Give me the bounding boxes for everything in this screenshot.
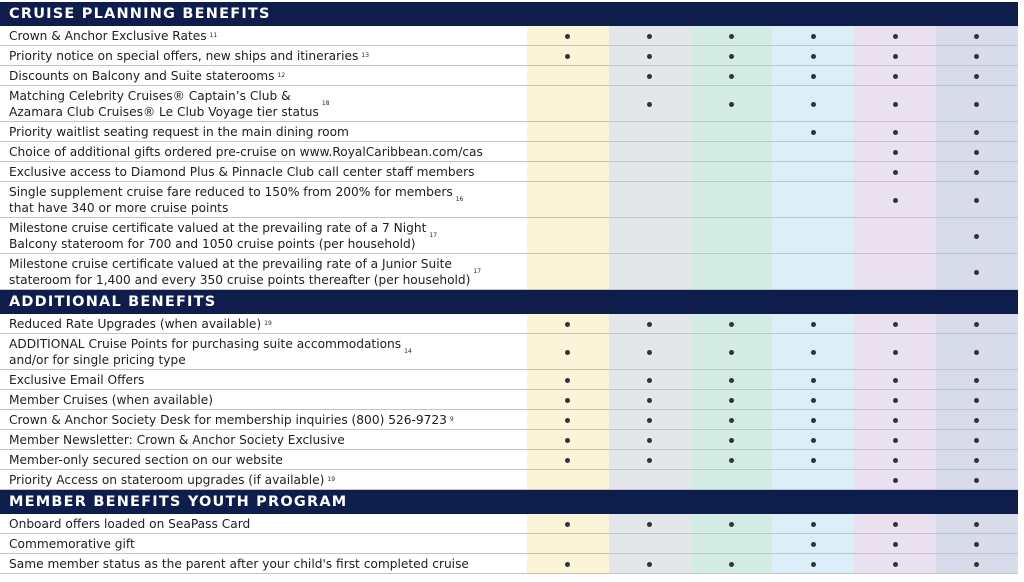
tier-cell [854,122,936,142]
tier-cell [936,182,1018,218]
check-dot-icon [974,150,979,155]
tier-cell [772,254,854,290]
tier-cell [691,554,773,574]
tier-cell [854,86,936,122]
table-row [0,534,1018,554]
benefit-label [0,26,527,46]
check-dot-icon [893,542,898,547]
footnote-ref: 19 [264,320,272,327]
tier-cell [527,554,609,574]
tier-cell [527,514,609,534]
tier-cell [609,450,691,470]
tier-cell [854,182,936,218]
check-dot-icon [647,34,652,39]
benefit-label [0,470,527,490]
tier-cell [691,122,773,142]
tier-cell [772,410,854,430]
check-dot-icon [974,198,979,203]
tier-cell [772,182,854,218]
check-dot-icon [729,418,734,423]
tier-cell [609,182,691,218]
check-dot-icon [811,398,816,403]
footnote-ref: 16 [455,196,464,203]
tier-cell [609,334,691,370]
table-row [0,410,1018,430]
check-dot-icon [729,438,734,443]
check-dot-icon [974,350,979,355]
tier-cell [854,534,936,554]
check-dot-icon [729,562,734,567]
tier-cell [936,410,1018,430]
check-dot-icon [565,378,570,383]
tier-cell [854,430,936,450]
tier-cell [936,142,1018,162]
footnote-ref: 19 [327,476,336,483]
tier-cell [609,430,691,450]
benefit-label [0,534,527,554]
tier-cell [527,334,609,370]
tier-cell [854,314,936,334]
tier-cell [609,26,691,46]
check-dot-icon [974,418,979,423]
check-dot-icon [893,54,898,59]
benefit-label [0,390,527,410]
tier-cell [609,86,691,122]
benefit-label [0,182,527,218]
check-dot-icon [811,74,816,79]
tier-cell [691,514,773,534]
benefit-label [0,66,527,86]
tier-cell [936,314,1018,334]
tier-cell [854,26,936,46]
table-row [0,66,1018,86]
benefit-label [0,430,527,450]
benefit-label [0,334,527,370]
benefit-text: Same member status as the parent after your child's first completed cruise [9,557,469,571]
table-row [0,122,1018,142]
benefit-text: Member-only secured section on our website [9,453,283,467]
benefit-label [0,410,527,430]
check-dot-icon [811,522,816,527]
tier-cell [936,534,1018,554]
check-dot-icon [974,542,979,547]
check-dot-icon [647,562,652,567]
table-row [0,26,1018,46]
tier-cell [527,46,609,66]
tier-cell [936,218,1018,254]
tier-cell [772,86,854,122]
tier-cell [609,514,691,534]
row-divider [0,573,1018,574]
check-dot-icon [811,542,816,547]
tier-cell [854,162,936,182]
check-dot-icon [893,458,898,463]
check-dot-icon [893,418,898,423]
check-dot-icon [893,74,898,79]
tier-cell [609,66,691,86]
tier-cell [609,554,691,574]
check-dot-icon [729,74,734,79]
benefit-text: ADDITIONAL Cruise Points for purchasing suite accommodations and/or for single pricing type [9,337,402,367]
benefit-label [0,162,527,182]
section-header: CRUISE PLANNING BENEFITS [0,2,1018,26]
check-dot-icon [647,418,652,423]
tier-cell [527,470,609,490]
check-dot-icon [893,398,898,403]
table-row [0,470,1018,490]
tier-cell [527,218,609,254]
check-dot-icon [811,458,816,463]
check-dot-icon [565,562,570,567]
check-dot-icon [565,34,570,39]
benefit-label [0,46,527,66]
check-dot-icon [893,322,898,327]
benefit-text: Single supplement cruise fare reduced to 150% from 200% for members that have 340 or more cruise points [9,185,453,215]
tier-cell [772,430,854,450]
tier-cell [854,514,936,534]
tier-cell [527,142,609,162]
tier-cell [609,410,691,430]
table-row [0,46,1018,66]
table-row [0,86,1018,122]
check-dot-icon [647,522,652,527]
benefit-label [0,450,527,470]
tier-cell [936,86,1018,122]
check-dot-icon [729,322,734,327]
check-dot-icon [974,102,979,107]
tier-cell [854,470,936,490]
tier-cell [609,162,691,182]
tier-cell [527,450,609,470]
tier-cell [936,430,1018,450]
tier-cell [691,66,773,86]
check-dot-icon [974,478,979,483]
tier-cell [527,26,609,46]
check-dot-icon [974,270,979,275]
tier-cell [936,470,1018,490]
check-dot-icon [729,398,734,403]
tier-cell [609,470,691,490]
tier-cell [691,410,773,430]
tier-cell [691,26,773,46]
check-dot-icon [647,322,652,327]
benefit-text: Member Cruises (when available) [9,393,214,407]
tier-cell [772,370,854,390]
tier-cell [772,534,854,554]
tier-cell [936,334,1018,370]
check-dot-icon [811,562,816,567]
footnote-ref: 18 [321,100,330,107]
benefit-text: Discounts on Balcony and Suite staterooms [9,69,275,83]
table-row [0,314,1018,334]
benefit-text: Onboard offers loaded on SeaPass Card [9,517,251,531]
benefit-text: Crown & Anchor Society Desk for membership inquiries (800) 526-9723 [9,413,447,427]
tier-cell [609,254,691,290]
tier-cell [609,314,691,334]
tier-cell [527,410,609,430]
check-dot-icon [974,170,979,175]
footnote-ref: 11 [209,32,218,39]
tier-cell [772,334,854,370]
benefit-label [0,514,527,534]
check-dot-icon [811,102,816,107]
footnote-ref: 17 [429,232,438,239]
tier-cell [936,514,1018,534]
check-dot-icon [974,34,979,39]
check-dot-icon [565,458,570,463]
tier-cell [772,162,854,182]
tier-cell [527,182,609,218]
tier-cell [936,46,1018,66]
tier-cell [527,430,609,450]
tier-cell [854,334,936,370]
check-dot-icon [729,54,734,59]
table-row [0,554,1018,574]
tier-cell [527,370,609,390]
check-dot-icon [893,438,898,443]
tier-cell [854,450,936,470]
check-dot-icon [729,378,734,383]
check-dot-icon [974,378,979,383]
check-dot-icon [729,350,734,355]
tier-cell [854,254,936,290]
benefit-text: Commemorative gift [9,537,135,551]
table-row [0,390,1018,410]
tier-cell [772,554,854,574]
tier-cell [936,450,1018,470]
tier-cell [772,142,854,162]
tier-cell [936,66,1018,86]
benefit-text: Member Newsletter: Crown & Anchor Society Exclusive [9,433,345,447]
tier-cell [936,370,1018,390]
check-dot-icon [893,562,898,567]
check-dot-icon [647,54,652,59]
check-dot-icon [647,350,652,355]
check-dot-icon [974,438,979,443]
benefit-text: Matching Celebrity Cruises® Captain’s Club & Azamara Club Cruises® Le Club Voyage tier status [9,89,319,119]
check-dot-icon [729,34,734,39]
tier-cell [527,66,609,86]
check-dot-icon [811,378,816,383]
benefit-label [0,218,527,254]
check-dot-icon [893,130,898,135]
check-dot-icon [974,234,979,239]
tier-cell [609,534,691,554]
tier-cell [936,254,1018,290]
check-dot-icon [647,398,652,403]
check-dot-icon [974,562,979,567]
benefit-text: Milestone cruise certificate valued at the prevailing rate of a Junior Suite stateroom for 1,400 and every 350 cruise points thereafter (per household) [9,257,471,287]
tier-cell [527,122,609,142]
table-row [0,430,1018,450]
tier-cell [854,554,936,574]
benefit-text: Priority waitlist seating request in the main dining room [9,125,349,139]
check-dot-icon [565,438,570,443]
table-row [0,370,1018,390]
tier-cell [527,534,609,554]
tier-cell [691,218,773,254]
check-dot-icon [893,102,898,107]
tier-cell [936,390,1018,410]
tier-cell [609,46,691,66]
benefit-text: Exclusive Email Offers [9,373,145,387]
check-dot-icon [647,74,652,79]
table-row [0,162,1018,182]
check-dot-icon [893,522,898,527]
check-dot-icon [811,54,816,59]
table-row [0,218,1018,254]
tier-cell [609,390,691,410]
check-dot-icon [811,418,816,423]
tier-cell [609,142,691,162]
footnote-ref: 17 [473,268,482,275]
footnote-ref: 12 [277,72,286,79]
check-dot-icon [893,170,898,175]
check-dot-icon [565,522,570,527]
check-dot-icon [974,322,979,327]
check-dot-icon [647,458,652,463]
check-dot-icon [811,350,816,355]
check-dot-icon [729,458,734,463]
tier-cell [772,46,854,66]
footnote-ref: 9 [449,416,454,423]
tier-cell [609,122,691,142]
tier-cell [772,218,854,254]
tier-cell [609,218,691,254]
benefit-text: Choice of additional gifts ordered pre-cruise on www.RoyalCaribbean.com/cas [9,145,483,159]
check-dot-icon [893,198,898,203]
benefit-text: Priority Access on stateroom upgrades (if available) [9,473,325,487]
benefit-label [0,254,527,290]
tier-cell [691,470,773,490]
tier-cell [527,86,609,122]
tier-cell [772,390,854,410]
tier-cell [772,66,854,86]
check-dot-icon [974,522,979,527]
tier-cell [691,430,773,450]
benefit-label [0,314,527,334]
tier-cell [527,162,609,182]
check-dot-icon [647,378,652,383]
tier-cell [854,410,936,430]
tier-cell [527,254,609,290]
tier-cell [691,254,773,290]
tier-cell [936,554,1018,574]
tier-cell [854,390,936,410]
check-dot-icon [647,102,652,107]
check-dot-icon [729,522,734,527]
tier-cell [691,162,773,182]
check-dot-icon [565,398,570,403]
check-dot-icon [565,350,570,355]
benefit-label [0,554,527,574]
tier-cell [772,470,854,490]
tier-cell [936,26,1018,46]
tier-cell [854,370,936,390]
footnote-ref: 13 [361,52,370,59]
check-dot-icon [893,478,898,483]
benefit-label [0,370,527,390]
benefit-label [0,86,527,122]
check-dot-icon [729,102,734,107]
tier-cell [691,534,773,554]
section-header: MEMBER BENEFITS YOUTH PROGRAM [0,490,1018,514]
check-dot-icon [565,322,570,327]
tier-cell [691,334,773,370]
tier-cell [854,142,936,162]
tier-cell [691,86,773,122]
check-dot-icon [974,54,979,59]
check-dot-icon [893,34,898,39]
check-dot-icon [893,350,898,355]
tier-cell [772,122,854,142]
tier-cell [691,390,773,410]
table-row [0,450,1018,470]
tier-cell [691,46,773,66]
benefit-label [0,142,527,162]
check-dot-icon [811,130,816,135]
tier-cell [691,142,773,162]
table-row [0,254,1018,290]
tier-cell [854,46,936,66]
tier-cell [527,390,609,410]
benefit-label [0,122,527,142]
tier-cell [772,450,854,470]
footnote-ref: 14 [404,348,412,355]
tier-cell [691,182,773,218]
benefit-text: Crown & Anchor Exclusive Rates [9,29,207,43]
tier-cell [854,66,936,86]
check-dot-icon [893,150,898,155]
tier-cell [854,218,936,254]
check-dot-icon [565,418,570,423]
check-dot-icon [974,458,979,463]
section-header: ADDITIONAL BENEFITS [0,290,1018,314]
tier-cell [691,370,773,390]
check-dot-icon [811,322,816,327]
check-dot-icon [811,34,816,39]
table-row [0,514,1018,534]
tier-cell [772,314,854,334]
benefit-text: Reduced Rate Upgrades (when available) [9,317,262,331]
check-dot-icon [974,74,979,79]
table-row [0,142,1018,162]
check-dot-icon [811,438,816,443]
check-dot-icon [974,130,979,135]
check-dot-icon [974,398,979,403]
tier-cell [772,26,854,46]
tier-cell [691,450,773,470]
tier-cell [936,162,1018,182]
check-dot-icon [893,378,898,383]
tier-cell [609,370,691,390]
tier-cell [527,314,609,334]
tier-cell [691,314,773,334]
check-dot-icon [565,54,570,59]
benefit-text: Priority notice on special offers, new ships and itineraries [9,49,359,63]
tier-cell [936,122,1018,142]
table-row [0,334,1018,370]
benefit-text: Exclusive access to Diamond Plus & Pinnacle Club call center staff members [9,165,475,179]
benefit-text: Milestone cruise certificate valued at the prevailing rate of a 7 Night Balcony stateroom for 700 and 1050 cruise points (per household) [9,221,427,251]
table-row [0,182,1018,218]
check-dot-icon [647,438,652,443]
tier-cell [772,514,854,534]
